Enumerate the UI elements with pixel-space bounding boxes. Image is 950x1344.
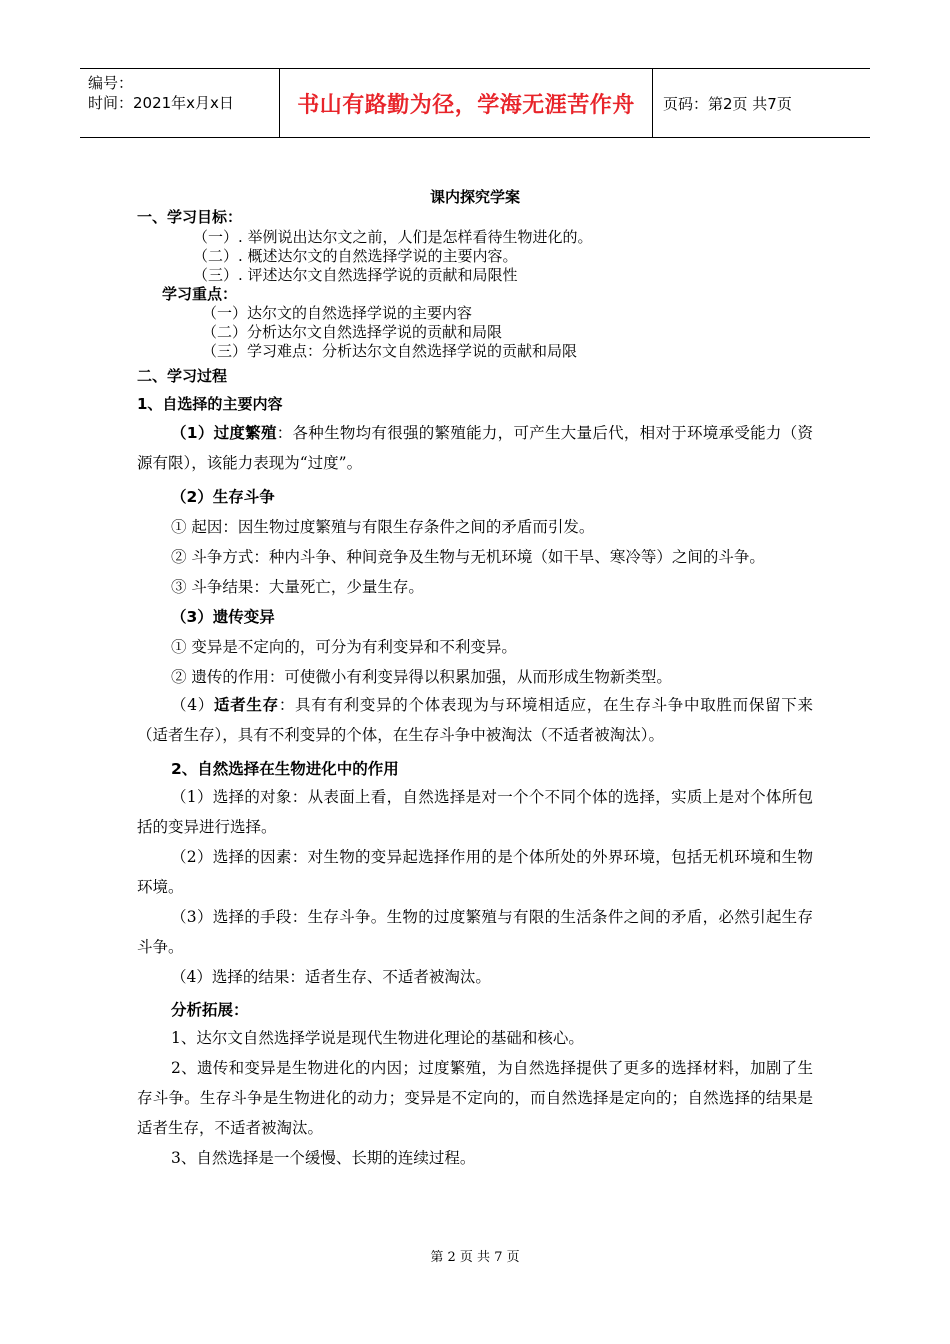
objectives-heading: 一、学习目标： [137, 208, 243, 226]
section1-heading: 1、自选择的主要内容 [137, 395, 283, 413]
struggle-item: ③ 斗争结果：大量死亡，少量生存。 [171, 578, 424, 596]
selection-item: （1）选择的对象：从表面上看，自然选择是对一个个不同个体的选择，实质上是对个体所包括的变异进行选择。 [137, 788, 813, 836]
struggle-item: ① 起因：因生物过度繁殖与有限生存条件之间的矛盾而引发。 [171, 518, 595, 536]
selection-item: （2）选择的因素：对生物的变异起选择作用的是个体所处的外界环境，包括无机环境和生物环境。 [137, 848, 813, 896]
overproduction-label: （1）过度繁殖 [171, 424, 277, 442]
analysis-heading: 分析拓展： [171, 1001, 249, 1019]
header-page-info: 页码：第2页 共7页 [663, 94, 792, 113]
header-meta [80, 69, 280, 137]
survival-text: ：具有有利变异的个体表现为与环境相适应，在生存斗争中取胜而保留下来（适者生存），具有不利变异的个体，在生存斗争中被淘汰（不适者被淘汰）。 [137, 696, 813, 744]
header-motto: 书山有路勤为径，学海无涯苦作舟 [280, 69, 653, 137]
selection-item: （4）选择的结果：适者生存、不适者被淘汰。 [171, 968, 491, 986]
analysis-item: 2、遗传和变异是生物进化的内因；过度繁殖，为自然选择提供了更多的选择材料，加剧了生存斗争。生存斗争是生物进化的动力；变异是不定向的，而自然选择是定向的；自然选择的结果是适者生存，不适者被淘汰。 [137, 1059, 813, 1137]
survival-label: 适者生存 [213, 696, 279, 714]
section2-heading: 2、自然选择在生物进化中的作用 [171, 760, 399, 778]
paragraph-survival [137, 690, 813, 750]
objective-item: （二）. 概述达尔文的自然选择学说的主要内容。 [193, 247, 518, 265]
overproduction-text: ：各种生物均有很强的繁殖能力，可产生大量后代，相对于环境承受能力（资源有限），该能力表现为“过度”。 [137, 424, 813, 472]
page-header [80, 68, 870, 138]
struggle-item: ② 斗争方式：种内斗争、种间竞争及生物与无机环境（如干旱、寒冷等）之间的斗争。 [171, 548, 765, 566]
key-point-item: （二）分析达尔文自然选择学说的贡献和局限 [202, 323, 503, 341]
variation-item: ① 变异是不定向的，可分为有利变异和不利变异。 [171, 638, 517, 656]
variation-heading: （3）遗传变异 [171, 608, 275, 626]
struggle-heading: （2）生存斗争 [171, 488, 275, 506]
key-point-item: （一）达尔文的自然选择学说的主要内容 [202, 304, 473, 322]
key-points-heading: 学习重点： [162, 285, 238, 303]
objective-item: （三）. 评述达尔文自然选择学说的贡献和局限性 [193, 266, 518, 284]
objective-item: （一）. 举例说出达尔文之前，人们是怎样看待生物进化的。 [193, 228, 593, 246]
variation-item: ② 遗传的作用：可使微小有利变异得以积累加强，从而形成生物新类型。 [171, 668, 672, 686]
paragraph-overproduction [137, 418, 813, 478]
key-point-item: （三）学习难点：分析达尔文自然选择学说的贡献和局限 [202, 342, 578, 360]
selection-item: （3）选择的手段：生存斗争。生物的过度繁殖与有限的生活条件之间的矛盾，必然引起生存斗争。 [137, 908, 813, 956]
page-footer: 第 2 页 共 7 页 [430, 1250, 520, 1265]
process-heading: 二、学习过程 [137, 367, 228, 385]
survival-prefix: （4） [171, 696, 214, 714]
analysis-item: 1、达尔文自然选择学说是现代生物进化理论的基础和核心。 [171, 1029, 584, 1047]
analysis-item: 3、自然选择是一个缓慢、长期的连续过程。 [171, 1149, 476, 1167]
date-label: 时间：2021年x月x日 [88, 94, 234, 112]
doc-title: 课内探究学案 [429, 188, 520, 206]
number-label: 编号： [88, 74, 134, 92]
